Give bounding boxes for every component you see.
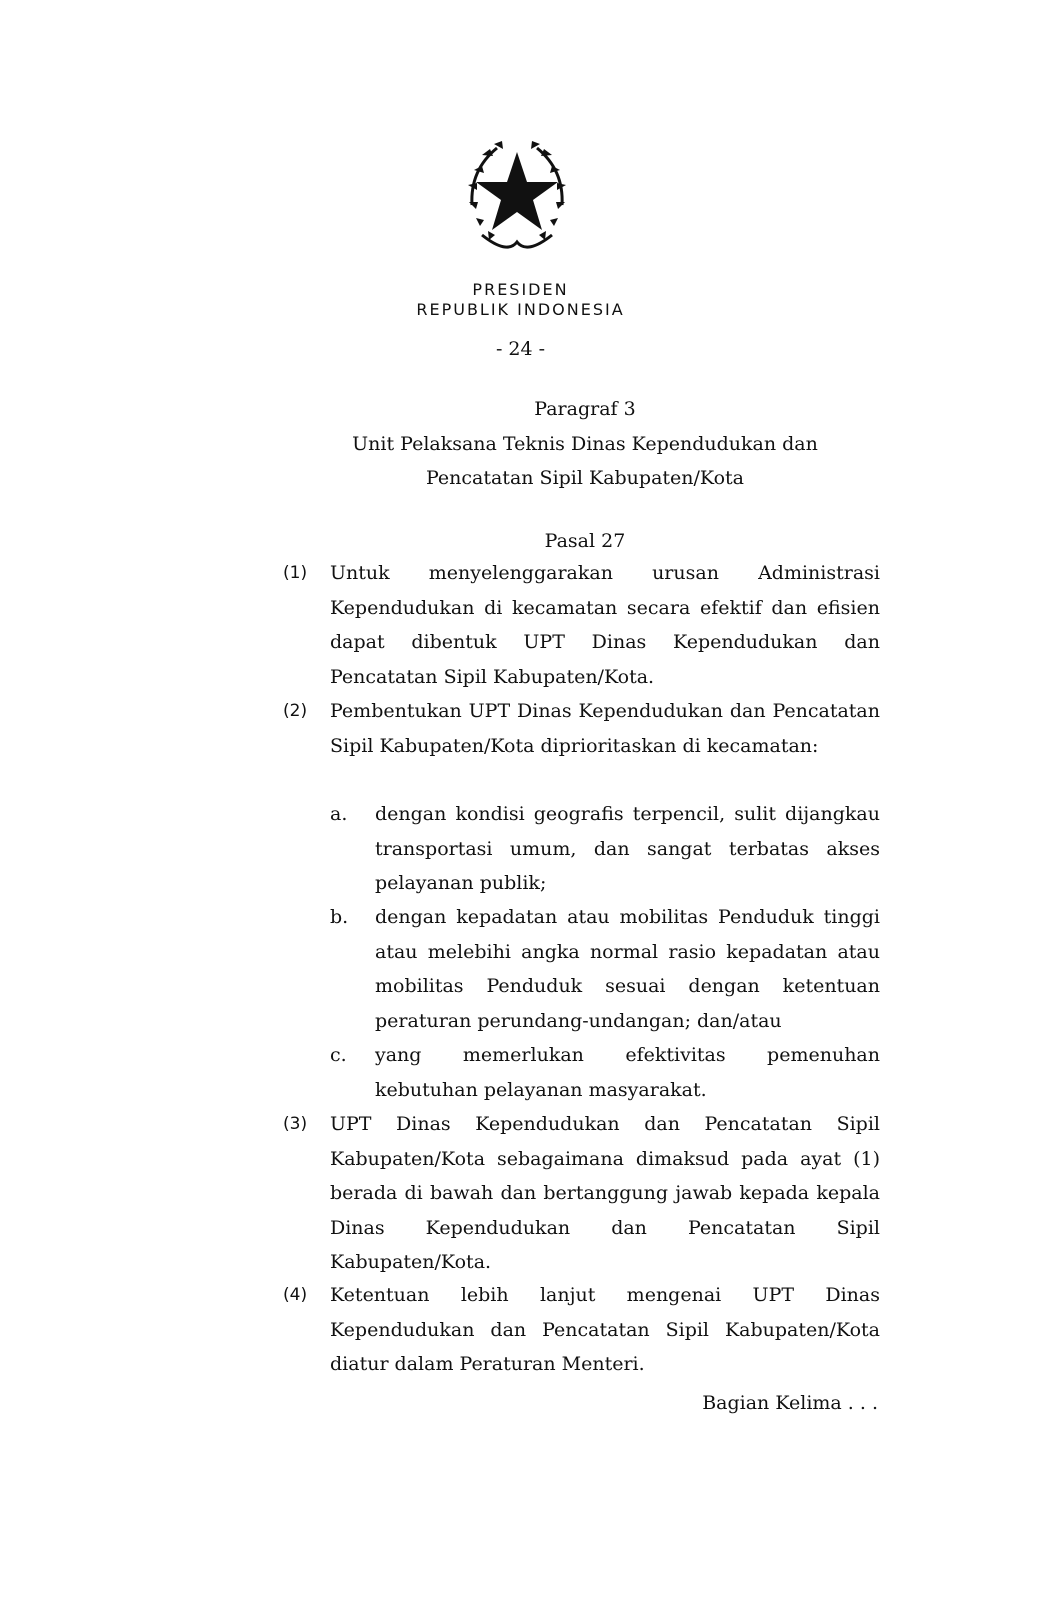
sub-item-letter: b. <box>330 906 349 928</box>
item-text: Ketentuan lebih lanjut mengenai UPT Dinas Kependudukan dan Pencatatan Sipil Kabupaten/Kota diatur dalam Peraturan Menteri. <box>330 1284 880 1375</box>
item-text: UPT Dinas Kependudukan dan Pencatatan Sipil Kabupaten/Kota sebagaimana dimaksud pada ayat (1) berada di bawah dan bertanggung jawab kepada kepala Dinas Kependudukan dan Pencatatan Sipil Kabupaten/Kota. <box>330 1113 880 1273</box>
section-title-line2: Pencatatan Sipil Kabupaten/Kota <box>425 467 745 489</box>
paragraph-label: Paragraf 3 <box>534 398 636 420</box>
sub-item-letter: c. <box>330 1044 347 1066</box>
item-number: (4) <box>283 1285 308 1305</box>
section-title-line1: Unit Pelaksana Teknis Dinas Kependudukan dan <box>352 433 818 455</box>
star-emblem-icon <box>452 130 582 260</box>
sub-item-text: dengan kondisi geografis terpencil, sulit dijangkau transportasi umum, dan sangat terbatas akses pelayanan publik; <box>375 803 880 894</box>
header-republic: REPUBLIK INDONESIA <box>416 300 625 319</box>
sub-item-letter: a. <box>330 803 348 825</box>
pasal-heading: Pasal 27 <box>544 530 626 552</box>
continuation-footer: Bagian Kelima . . . <box>702 1392 878 1414</box>
section-title <box>290 427 880 495</box>
sub-item-text: yang memerlukan efektivitas pemenuhan kebutuhan pelayanan masyarakat. <box>375 1044 880 1101</box>
item-number: (2) <box>283 701 308 721</box>
item-text: Untuk menyelenggarakan urusan Administrasi Kependudukan di kecamatan secara efektif dan efisien dapat dibentuk UPT Dinas Kependudukan dan Pencatatan Sipil Kabupaten/Kota. <box>330 562 880 688</box>
item-text: Pembentukan UPT Dinas Kependudukan dan Pencatatan Sipil Kabupaten/Kota diprioritaskan di kecamatan: <box>330 700 880 757</box>
page-number: - 24 - <box>495 338 546 360</box>
header-president: PRESIDEN <box>472 280 569 299</box>
item-number: (3) <box>283 1114 308 1134</box>
item-number: (1) <box>283 563 308 583</box>
sub-item-text: dengan kepadatan atau mobilitas Penduduk tinggi atau melebihi angka normal rasio kepadatan atau mobilitas Penduduk sesuai dengan ketentuan peraturan perundang-undangan; dan/atau <box>375 906 880 1032</box>
